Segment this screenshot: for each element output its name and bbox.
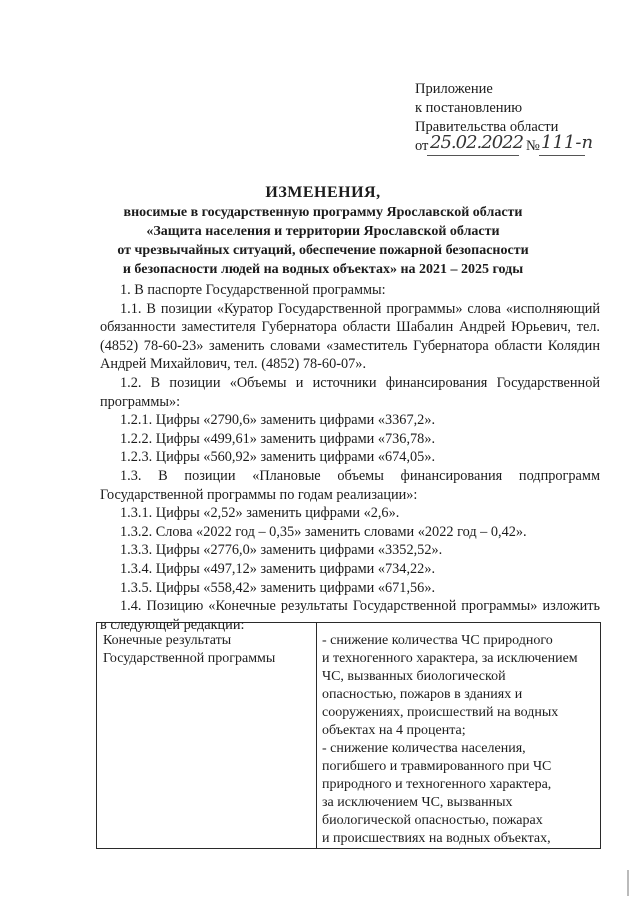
paragraph-1-3-5: 1.3.5. Цифры «558,42» заменить цифрами «671,56». xyxy=(120,579,436,596)
results-label-line-2: Государственной программы xyxy=(103,651,276,666)
results-line: погибшего и травмированного при ЧС xyxy=(322,759,552,774)
results-table xyxy=(96,622,601,849)
paragraph-1-4: 1.4. Позицию «Конечные результаты Государственной программы» изложить в следующей редакции: xyxy=(100,598,600,633)
paragraph-1-3-3: 1.3.3. Цифры «2776,0» заменить цифрами «3352,52». xyxy=(120,542,443,559)
date-underline xyxy=(427,155,519,156)
table-row xyxy=(97,623,601,849)
appendix-line-2: к постановлению xyxy=(415,100,523,116)
results-line: и техногенного характера, за исключением xyxy=(322,651,578,666)
heading-line-2: «Защита населения и территории Ярославской области xyxy=(146,224,500,239)
results-line: опасностью, пожаров в зданиях и xyxy=(322,687,523,702)
results-line: сооружениях, происшествий на водных xyxy=(322,705,559,720)
heading-line-1: вносимые в государственную программу Ярославской области xyxy=(123,205,523,220)
handwritten-number: 111-п xyxy=(541,132,594,153)
paragraph-1-1: 1.1. В позиции «Куратор Государственной программы» слова «исполняющий обязанности заместителя Губернатора области Шабалин Андрей Юрьевич, тел. (4852) 78-60-23» заменить словами «заместитель Губернатора области Колядин Андрей Михайлович, тел. (4852) 78-60-07». xyxy=(100,300,600,373)
number-sign: № xyxy=(526,138,540,154)
paragraph-1-3-4: 1.3.4. Цифры «497,12» заменить цифрами «734,22». xyxy=(120,560,436,577)
results-label-cell xyxy=(97,623,317,849)
paragraph-1-2-3: 1.2.3. Цифры «560,92» заменить цифрами «674,05». xyxy=(120,449,436,466)
paragraph-1-3-1: 1.3.1. Цифры «2,52» заменить цифрами «2,6». xyxy=(120,505,400,522)
document-title: ИЗМЕНЕНИЯ, xyxy=(265,184,381,201)
results-value-cell xyxy=(317,623,601,849)
paragraph-1-2: 1.2. В позиции «Объемы и источники финансирования Государственной программы»: xyxy=(100,374,600,410)
heading-line-4: и безопасности людей на водных объектах» на 2021 – 2025 годы xyxy=(122,262,524,277)
appendix-line-3: Правительства области xyxy=(415,119,559,135)
document-body xyxy=(100,281,600,634)
scan-edge-mark xyxy=(627,870,629,896)
results-label-line-1: Конечные результаты xyxy=(103,633,232,648)
results-line: ЧС, вызванных биологической xyxy=(322,669,506,684)
paragraph-1-3: 1.3. В позиции «Плановые объемы финансирования подпрограмм Государственной программы по годам реализации»: xyxy=(100,467,600,503)
paragraph-1: 1. В паспорте Государственной программы: xyxy=(120,282,386,298)
results-line: - снижение количества ЧС природного xyxy=(322,633,553,648)
paragraph-1-2-1: 1.2.1. Цифры «2790,6» заменить цифрами «3367,2». xyxy=(120,412,436,429)
appendix-block xyxy=(415,80,594,159)
results-line: - снижение количества населения, xyxy=(322,741,526,756)
results-line: за исключением ЧС, вызванных xyxy=(322,795,513,810)
from-prefix: от xyxy=(415,138,429,154)
results-line: биологической опасностью, пожарах xyxy=(322,813,543,828)
heading-line-3: от чрезвычайных ситуаций, обеспечение пожарной безопасности xyxy=(117,243,529,258)
results-line: объектах на 4 процента; xyxy=(322,723,466,738)
document-heading xyxy=(100,183,546,279)
handwritten-date: 25.02.2022 xyxy=(430,132,524,153)
paragraph-1-2-2: 1.2.2. Цифры «499,61» заменить цифрами «736,78». xyxy=(120,430,436,447)
resolution-date-number xyxy=(415,132,594,159)
paragraph-1-3-2: 1.3.2. Слова «2022 год – 0,35» заменить словами «2022 год – 0,42». xyxy=(120,523,527,540)
appendix-line-1: Приложение xyxy=(415,81,493,97)
results-line: природного и техногенного характера, xyxy=(322,777,552,792)
results-line: и происшествиях на водных объектах, xyxy=(322,831,551,846)
number-underline xyxy=(539,155,585,156)
